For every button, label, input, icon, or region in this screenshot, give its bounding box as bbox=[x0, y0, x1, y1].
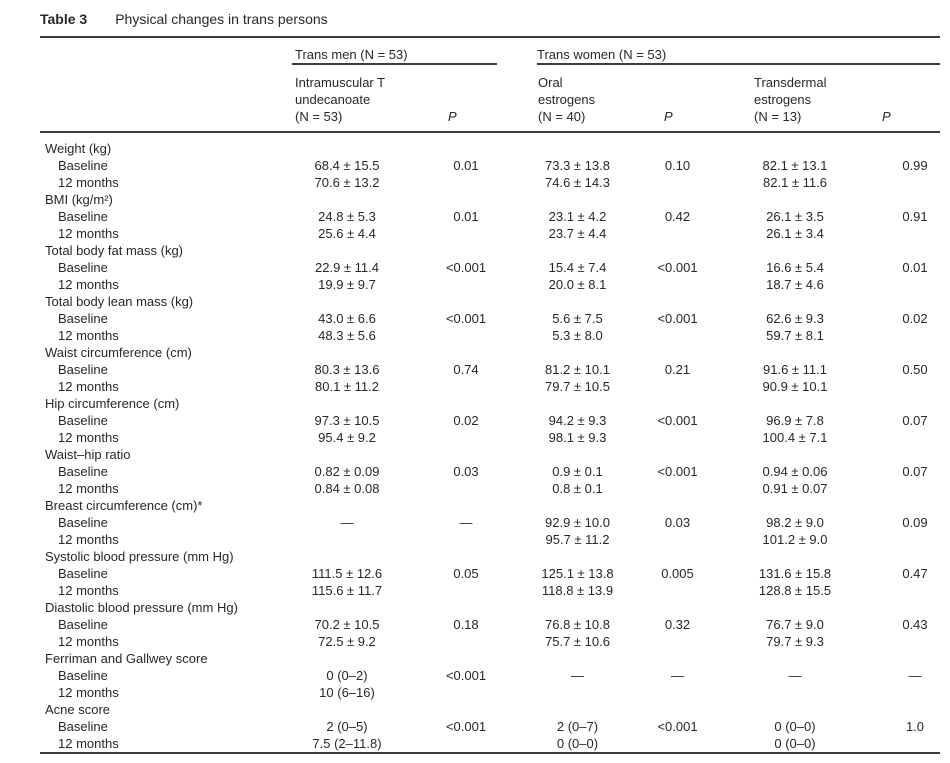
cell-oral-estrogens-value: 98.1 ± 9.3 bbox=[548, 430, 607, 445]
table-row bbox=[45, 259, 940, 276]
row-label: Baseline bbox=[58, 515, 108, 530]
cell-transdermal-estrogens-value: 0 (0–0) bbox=[774, 719, 816, 734]
cell-oral-estrogens-value: 5.3 ± 8.0 bbox=[552, 328, 603, 343]
cell-transdermal-estrogens-value: 26.1 ± 3.4 bbox=[766, 226, 824, 241]
cell-oral-estrogens-value: 75.7 ± 10.6 bbox=[545, 634, 610, 649]
cell-oral-estrogens-value: 0.8 ± 0.1 bbox=[552, 481, 603, 496]
cell-transdermal-estrogens-p bbox=[860, 735, 940, 752]
row-label: 12 months bbox=[58, 736, 119, 751]
cell-transdermal-estrogens-p bbox=[860, 276, 940, 293]
row-label: Baseline bbox=[58, 362, 108, 377]
cell-transdermal-estrogens-value: 0.94 ± 0.06 bbox=[762, 464, 828, 479]
cell-transdermal-estrogens-p: 1.0 bbox=[905, 719, 925, 734]
row-label: 12 months bbox=[58, 277, 119, 292]
cell-oral-estrogens-p bbox=[625, 633, 730, 650]
category-row bbox=[45, 242, 940, 259]
column-header-line: (N = 53) bbox=[295, 109, 343, 124]
cell-oral-estrogens-value: 74.6 ± 14.3 bbox=[545, 175, 610, 190]
cell-oral-estrogens-p bbox=[625, 327, 730, 344]
category-row bbox=[45, 497, 940, 514]
table-row bbox=[45, 582, 940, 599]
cell-trans-men-value: 115.6 ± 11.7 bbox=[311, 583, 383, 598]
row-label: Baseline bbox=[58, 209, 108, 224]
column-header-line: Oral bbox=[538, 75, 563, 90]
table-row bbox=[45, 480, 940, 497]
cell-transdermal-estrogens-p: 0.99 bbox=[902, 158, 928, 173]
cell-oral-estrogens-value: 118.8 ± 13.9 bbox=[541, 583, 614, 598]
cell-transdermal-estrogens-value: 16.6 ± 5.4 bbox=[766, 260, 824, 275]
row-label: Baseline bbox=[58, 464, 108, 479]
table-row bbox=[45, 735, 940, 752]
cell-oral-estrogens-p: 0.32 bbox=[664, 617, 691, 632]
cell-trans-men-value: 111.5 ± 12.6 bbox=[311, 566, 383, 581]
table-row bbox=[45, 429, 940, 446]
category-row bbox=[45, 395, 940, 412]
cell-oral-estrogens-value: 23.7 ± 4.4 bbox=[548, 226, 607, 241]
category-row bbox=[45, 344, 940, 361]
cell-oral-estrogens-value: 0.9 ± 0.1 bbox=[552, 464, 603, 479]
cell-oral-estrogens-value bbox=[530, 684, 625, 701]
cell-trans-men-value: 10 (6–16) bbox=[319, 685, 375, 700]
cell-oral-estrogens-p: <0.001 bbox=[657, 260, 698, 275]
cell-trans-men-value: 22.9 ± 11.4 bbox=[315, 260, 379, 275]
cell-transdermal-estrogens-value: 91.6 ± 11.1 bbox=[763, 362, 827, 377]
cell-oral-estrogens-p: 0.21 bbox=[664, 362, 691, 377]
row-label: 12 months bbox=[58, 328, 119, 343]
cell-transdermal-estrogens-value: 79.7 ± 9.3 bbox=[766, 634, 824, 649]
cell-trans-men-value: 95.4 ± 9.2 bbox=[318, 430, 376, 445]
row-label: 12 months bbox=[58, 685, 119, 700]
cell-trans-men-p: <0.001 bbox=[445, 311, 487, 326]
cell-trans-men-p bbox=[402, 429, 530, 446]
cell-oral-estrogens-p: <0.001 bbox=[657, 311, 698, 326]
row-label: 12 months bbox=[58, 481, 119, 496]
cell-trans-men-value: 0.82 ± 0.09 bbox=[314, 464, 380, 479]
cell-trans-men-value: 24.8 ± 5.3 bbox=[318, 209, 376, 224]
row-label: 12 months bbox=[58, 583, 119, 598]
cell-transdermal-estrogens-p bbox=[860, 480, 940, 497]
category-row bbox=[45, 293, 940, 310]
cell-trans-men-p: 0.18 bbox=[453, 617, 479, 632]
cell-transdermal-estrogens-value: 59.7 ± 8.1 bbox=[766, 328, 824, 343]
column-header-line: estrogens bbox=[538, 92, 596, 107]
category-label: Total body fat mass (kg) bbox=[45, 243, 183, 258]
cell-transdermal-estrogens-value: 128.8 ± 15.5 bbox=[758, 583, 832, 598]
cell-transdermal-estrogens-value: 98.2 ± 9.0 bbox=[766, 515, 824, 530]
cell-trans-men-p: 0.01 bbox=[453, 209, 479, 224]
category-label: BMI (kg/m²) bbox=[45, 192, 113, 207]
cell-transdermal-estrogens-p: 0.09 bbox=[902, 515, 928, 530]
bottom-rule-divider bbox=[40, 752, 940, 754]
cell-oral-estrogens-p: <0.001 bbox=[657, 464, 698, 479]
table-row bbox=[45, 225, 940, 242]
column-header-line: Intramuscular T bbox=[295, 75, 386, 90]
category-row bbox=[45, 446, 940, 463]
column-header-p-oral-estrogens: P bbox=[664, 109, 673, 124]
cell-trans-men-p bbox=[402, 735, 530, 752]
cell-transdermal-estrogens-value: 96.9 ± 7.8 bbox=[766, 413, 824, 428]
column-header-line: (N = 13) bbox=[754, 109, 802, 124]
column-header-oral-estrogens bbox=[538, 74, 595, 125]
cell-oral-estrogens-value: 15.4 ± 7.4 bbox=[548, 260, 607, 275]
column-header-p-transdermal-estrogens: P bbox=[882, 109, 891, 124]
cell-transdermal-estrogens-value: 76.7 ± 9.0 bbox=[766, 617, 824, 632]
cell-transdermal-estrogens-value: 82.1 ± 11.6 bbox=[763, 175, 827, 190]
category-label: Waist circumference (cm) bbox=[45, 345, 192, 360]
cell-oral-estrogens-p bbox=[625, 174, 730, 191]
cell-oral-estrogens-value: 73.3 ± 13.8 bbox=[545, 158, 610, 173]
table-row bbox=[45, 276, 940, 293]
cell-transdermal-estrogens-p bbox=[860, 633, 940, 650]
table-row bbox=[45, 310, 940, 327]
group-header-trans-women: Trans women (N = 53) bbox=[537, 47, 667, 62]
category-label: Diastolic blood pressure (mm Hg) bbox=[45, 600, 238, 615]
table-row bbox=[45, 412, 940, 429]
cell-oral-estrogens-p: 0.03 bbox=[664, 515, 691, 530]
cell-trans-men-p: 0.74 bbox=[453, 362, 479, 377]
table-row bbox=[45, 718, 940, 735]
cell-oral-estrogens-value: 76.8 ± 10.8 bbox=[545, 617, 610, 632]
cell-trans-men-value: 68.4 ± 15.5 bbox=[314, 158, 380, 173]
row-label: 12 months bbox=[58, 175, 119, 190]
cell-oral-estrogens-value: 79.7 ± 10.5 bbox=[545, 379, 610, 394]
cell-transdermal-estrogens-p: 0.07 bbox=[902, 413, 928, 428]
cell-trans-men-value bbox=[292, 531, 402, 548]
cell-oral-estrogens-p: — bbox=[671, 668, 684, 683]
cell-transdermal-estrogens-p: 0.02 bbox=[902, 311, 928, 326]
row-label: Baseline bbox=[58, 668, 108, 683]
cell-trans-men-value: 70.2 ± 10.5 bbox=[314, 617, 380, 632]
cell-trans-men-value: — bbox=[340, 515, 354, 530]
cell-oral-estrogens-value: 5.6 ± 7.5 bbox=[552, 311, 603, 326]
cell-oral-estrogens-value: 2 (0–7) bbox=[556, 719, 599, 734]
cell-trans-men-value: 72.5 ± 9.2 bbox=[318, 634, 376, 649]
cell-transdermal-estrogens-p: 0.01 bbox=[902, 260, 928, 275]
table-row bbox=[45, 378, 940, 395]
table-row bbox=[45, 514, 940, 531]
cell-transdermal-estrogens-p bbox=[860, 582, 940, 599]
cell-oral-estrogens-p bbox=[625, 531, 730, 548]
table-row bbox=[45, 667, 940, 684]
cell-transdermal-estrogens-p: 0.50 bbox=[902, 362, 928, 377]
row-label: 12 months bbox=[58, 532, 119, 547]
cell-transdermal-estrogens-p bbox=[860, 531, 940, 548]
table-row bbox=[45, 616, 940, 633]
cell-transdermal-estrogens-value: 90.9 ± 10.1 bbox=[762, 379, 828, 394]
cell-transdermal-estrogens-p: 0.43 bbox=[902, 617, 928, 632]
cell-trans-men-p bbox=[402, 684, 530, 701]
cell-oral-estrogens-p: 0.42 bbox=[664, 209, 691, 224]
table-caption: Physical changes in trans persons bbox=[115, 11, 328, 27]
table-row bbox=[45, 684, 940, 701]
cell-oral-estrogens-value: 94.2 ± 9.3 bbox=[548, 413, 607, 428]
cell-trans-men-p: <0.001 bbox=[445, 668, 487, 683]
cell-oral-estrogens-p bbox=[625, 225, 730, 242]
trans-men-underline-divider bbox=[292, 63, 497, 65]
cell-trans-men-value: 80.3 ± 13.6 bbox=[314, 362, 380, 377]
cell-oral-estrogens-value: — bbox=[571, 668, 584, 683]
table-body bbox=[45, 140, 940, 752]
row-label: Baseline bbox=[58, 719, 108, 734]
category-label: Waist–hip ratio bbox=[45, 447, 131, 462]
row-label: 12 months bbox=[58, 634, 119, 649]
row-label: Baseline bbox=[58, 260, 108, 275]
cell-trans-men-p bbox=[402, 582, 530, 599]
cell-transdermal-estrogens-value: 100.4 ± 7.1 bbox=[762, 430, 828, 445]
cell-oral-estrogens-value: 23.1 ± 4.2 bbox=[548, 209, 607, 224]
table-row bbox=[45, 633, 940, 650]
cell-oral-estrogens-p bbox=[625, 378, 730, 395]
cell-oral-estrogens-p bbox=[625, 429, 730, 446]
cell-transdermal-estrogens-p bbox=[860, 429, 940, 446]
cell-trans-men-value: 19.9 ± 9.7 bbox=[318, 277, 376, 292]
category-row bbox=[45, 140, 940, 157]
cell-trans-men-value: 0 (0–2) bbox=[326, 668, 368, 683]
cell-transdermal-estrogens-p bbox=[860, 327, 940, 344]
category-label: Breast circumference (cm)* bbox=[45, 498, 203, 513]
cell-oral-estrogens-p: 0.10 bbox=[664, 158, 691, 173]
category-row bbox=[45, 599, 940, 616]
cell-trans-men-p: — bbox=[459, 515, 473, 530]
cell-trans-men-p bbox=[402, 531, 530, 548]
row-label: Baseline bbox=[58, 158, 108, 173]
row-label: Baseline bbox=[58, 311, 108, 326]
cell-transdermal-estrogens-value: 0 (0–0) bbox=[774, 736, 816, 751]
cell-transdermal-estrogens-p: — bbox=[908, 668, 922, 683]
cell-oral-estrogens-value: 81.2 ± 10.1 bbox=[545, 362, 610, 377]
category-label: Acne score bbox=[45, 702, 111, 717]
table-row bbox=[45, 174, 940, 191]
cell-oral-estrogens-value: 125.1 ± 13.8 bbox=[541, 566, 614, 581]
cell-trans-men-value: 70.6 ± 13.2 bbox=[314, 175, 380, 190]
category-label: Weight (kg) bbox=[45, 141, 112, 156]
column-header-transdermal-estrogens bbox=[754, 74, 826, 125]
trans-women-underline-divider bbox=[537, 63, 940, 65]
cell-transdermal-estrogens-value: 26.1 ± 3.5 bbox=[766, 209, 824, 224]
cell-trans-men-value: 80.1 ± 11.2 bbox=[315, 379, 379, 394]
cell-trans-men-p bbox=[402, 276, 530, 293]
cell-trans-men-p: 0.02 bbox=[453, 413, 479, 428]
cell-trans-men-p bbox=[402, 633, 530, 650]
category-label: Ferriman and Gallwey score bbox=[45, 651, 208, 666]
cell-transdermal-estrogens-p: 0.47 bbox=[902, 566, 928, 581]
cell-trans-men-p: <0.001 bbox=[445, 260, 487, 275]
table-row bbox=[45, 361, 940, 378]
table-title bbox=[40, 11, 328, 27]
cell-trans-men-value: 7.5 (2–11.8) bbox=[312, 736, 382, 751]
row-label: 12 months bbox=[58, 430, 119, 445]
cell-oral-estrogens-value: 95.7 ± 11.2 bbox=[545, 532, 610, 547]
header-rule-divider bbox=[40, 131, 940, 133]
cell-trans-men-value: 97.3 ± 10.5 bbox=[314, 413, 380, 428]
table-row bbox=[45, 531, 940, 548]
table-row bbox=[45, 157, 940, 174]
category-label: Systolic blood pressure (mm Hg) bbox=[45, 549, 234, 564]
cell-transdermal-estrogens-value: 82.1 ± 13.1 bbox=[762, 158, 828, 173]
cell-transdermal-estrogens-p bbox=[860, 684, 940, 701]
cell-transdermal-estrogens-value: 62.6 ± 9.3 bbox=[766, 311, 824, 326]
column-header-p-trans-men: P bbox=[448, 109, 457, 124]
table-row bbox=[45, 208, 940, 225]
cell-trans-men-p bbox=[402, 378, 530, 395]
cell-transdermal-estrogens-value: 101.2 ± 9.0 bbox=[762, 532, 828, 547]
cell-trans-men-value: 0.84 ± 0.08 bbox=[314, 481, 380, 496]
row-label: Baseline bbox=[58, 413, 108, 428]
column-header-line: undecanoate bbox=[295, 92, 371, 107]
cell-trans-men-value: 48.3 ± 5.6 bbox=[318, 328, 376, 343]
cell-transdermal-estrogens-p bbox=[860, 378, 940, 395]
top-rule-divider bbox=[40, 36, 940, 38]
table-row bbox=[45, 565, 940, 582]
cell-oral-estrogens-p: <0.001 bbox=[657, 719, 698, 734]
cell-transdermal-estrogens-p bbox=[860, 174, 940, 191]
cell-transdermal-estrogens-p: 0.07 bbox=[902, 464, 928, 479]
cell-oral-estrogens-value: 92.9 ± 10.0 bbox=[545, 515, 610, 530]
cell-transdermal-estrogens-value: 0.91 ± 0.07 bbox=[762, 481, 828, 496]
category-label: Hip circumference (cm) bbox=[45, 396, 180, 411]
cell-transdermal-estrogens-value: 18.7 ± 4.6 bbox=[766, 277, 824, 292]
group-header-trans-men: Trans men (N = 53) bbox=[295, 47, 408, 62]
cell-trans-men-p bbox=[402, 174, 530, 191]
cell-oral-estrogens-p bbox=[625, 480, 730, 497]
cell-transdermal-estrogens-p: 0.91 bbox=[902, 209, 928, 224]
category-row bbox=[45, 650, 940, 667]
cell-oral-estrogens-p: 0.005 bbox=[661, 566, 694, 581]
table-row bbox=[45, 463, 940, 480]
cell-oral-estrogens-p bbox=[625, 582, 730, 599]
cell-trans-men-p: 0.03 bbox=[453, 464, 479, 479]
cell-transdermal-estrogens-p bbox=[860, 225, 940, 242]
table-row bbox=[45, 327, 940, 344]
row-label: Baseline bbox=[58, 617, 108, 632]
cell-oral-estrogens-value: 0 (0–0) bbox=[556, 736, 599, 751]
cell-oral-estrogens-p bbox=[625, 684, 730, 701]
category-row bbox=[45, 548, 940, 565]
cell-trans-men-value: 43.0 ± 6.6 bbox=[318, 311, 376, 326]
cell-trans-men-value: 25.6 ± 4.4 bbox=[318, 226, 376, 241]
cell-transdermal-estrogens-value: — bbox=[788, 668, 802, 683]
cell-trans-men-p bbox=[402, 327, 530, 344]
column-header-line: (N = 40) bbox=[538, 109, 586, 124]
cell-trans-men-p bbox=[402, 480, 530, 497]
column-header-line: estrogens bbox=[754, 92, 812, 107]
cell-oral-estrogens-p: <0.001 bbox=[657, 413, 698, 428]
row-label: 12 months bbox=[58, 226, 119, 241]
category-row bbox=[45, 191, 940, 208]
cell-trans-men-p: <0.001 bbox=[445, 719, 487, 734]
category-label: Total body lean mass (kg) bbox=[45, 294, 194, 309]
row-label: Baseline bbox=[58, 566, 108, 581]
cell-trans-men-p: 0.05 bbox=[453, 566, 479, 581]
category-row bbox=[45, 701, 940, 718]
cell-trans-men-p: 0.01 bbox=[453, 158, 479, 173]
cell-transdermal-estrogens-value: 131.6 ± 15.8 bbox=[758, 566, 832, 581]
cell-trans-men-value: 2 (0–5) bbox=[326, 719, 368, 734]
cell-oral-estrogens-p bbox=[625, 276, 730, 293]
cell-oral-estrogens-p bbox=[625, 735, 730, 752]
cell-oral-estrogens-value: 20.0 ± 8.1 bbox=[548, 277, 607, 292]
table-number: Table 3 bbox=[40, 11, 88, 27]
cell-trans-men-p bbox=[402, 225, 530, 242]
column-header-line: Transdermal bbox=[754, 75, 827, 90]
column-header-intramuscular-t-undecanoate bbox=[295, 74, 385, 125]
cell-transdermal-estrogens-value bbox=[730, 684, 860, 701]
row-label: 12 months bbox=[58, 379, 119, 394]
